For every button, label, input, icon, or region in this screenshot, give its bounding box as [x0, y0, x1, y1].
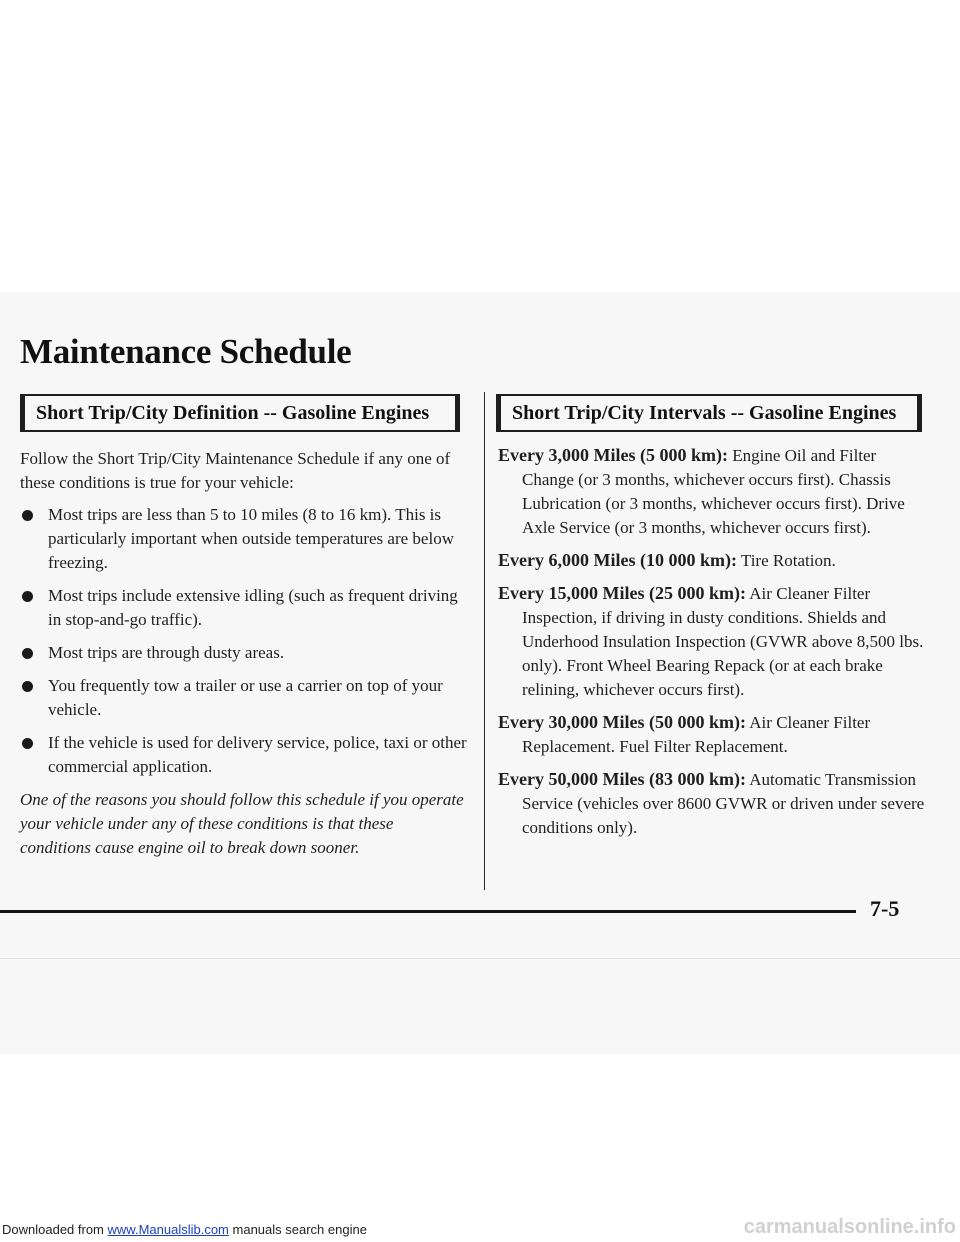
interval-heading: Every 15,000 Miles (25 000 km): [498, 583, 746, 603]
interval-text: Air Cleaner Filter Inspection, if driving in dusty conditions. Shields and Underhood Insulation Inspection (GVWR above 8,500 lbs. only). Front Wheel Bearing Repack (or at each brake relining, whichever occurs first). [522, 584, 924, 699]
bullet-icon [22, 681, 33, 692]
interval-item [498, 710, 930, 759]
definition-note: One of the reasons you should follow this schedule if you operate your vehicle under any of these conditions is that these conditions cause engine oil to break down sooner. [20, 790, 464, 857]
interval-heading: Every 6,000 Miles (10 000 km): [498, 550, 737, 570]
list-item: You frequently tow a trailer or use a carrier on top of your vehicle. [20, 674, 468, 722]
interval-text: Automatic Transmission Service (vehicles over 8600 GVWR or driven under severe conditions only). [522, 770, 925, 837]
list-item: Most trips include extensive idling (such as frequent driving in stop-and-go traffic). [20, 584, 468, 632]
interval-text: Tire Rotation. [740, 551, 836, 570]
list-item: Most trips are through dusty areas. [20, 641, 468, 665]
interval-heading: Every 30,000 Miles (50 000 km): [498, 712, 746, 732]
conditions-list [20, 503, 468, 779]
scan-line [0, 958, 960, 959]
interval-item [498, 581, 930, 702]
definition-intro: Follow the Short Trip/City Maintenance Schedule if any one of these conditions is true for your vehicle: [20, 449, 451, 492]
interval-item [498, 443, 930, 540]
intervals-column [498, 443, 930, 848]
page-title: Maintenance Schedule [20, 332, 352, 371]
interval-text: Air Cleaner Filter Replacement. Fuel Filter Replacement. [522, 713, 871, 756]
list-item: Most trips are less than 5 to 10 miles (8 to 16 km). This is particularly important when outside temperatures are below freezing. [20, 503, 468, 575]
bullet-icon [22, 738, 33, 749]
interval-item [498, 548, 930, 573]
list-item: If the vehicle is used for delivery service, police, taxi or other commercial application. [20, 731, 468, 779]
download-watermark: Downloaded from www.Manualslib.com manuals search engine [2, 1222, 367, 1237]
manualslib-link[interactable]: www.Manualslib.com [107, 1222, 229, 1237]
bullet-icon [22, 510, 33, 521]
bullet-icon [22, 648, 33, 659]
page-number: 7-5 [870, 896, 900, 921]
bullet-icon [22, 591, 33, 602]
interval-heading: Every 3,000 Miles (5 000 km): [498, 445, 728, 465]
site-watermark: carmanualsonline.info [743, 1216, 956, 1238]
footer-rule [0, 910, 856, 913]
definition-column [20, 447, 468, 860]
section-heading-definition: Short Trip/City Definition -- Gasoline Engines [20, 394, 460, 432]
interval-text: Engine Oil and Filter Change (or 3 months, whichever occurs first). Chassis Lubrication (or 3 months, whichever occurs first). Drive Axle Service (or 3 months, whichever occurs first). [522, 446, 905, 537]
interval-heading: Every 50,000 Miles (83 000 km): [498, 769, 746, 789]
interval-item [498, 767, 930, 840]
column-divider [484, 392, 485, 890]
section-heading-intervals: Short Trip/City Intervals -- Gasoline Engines [496, 394, 922, 432]
